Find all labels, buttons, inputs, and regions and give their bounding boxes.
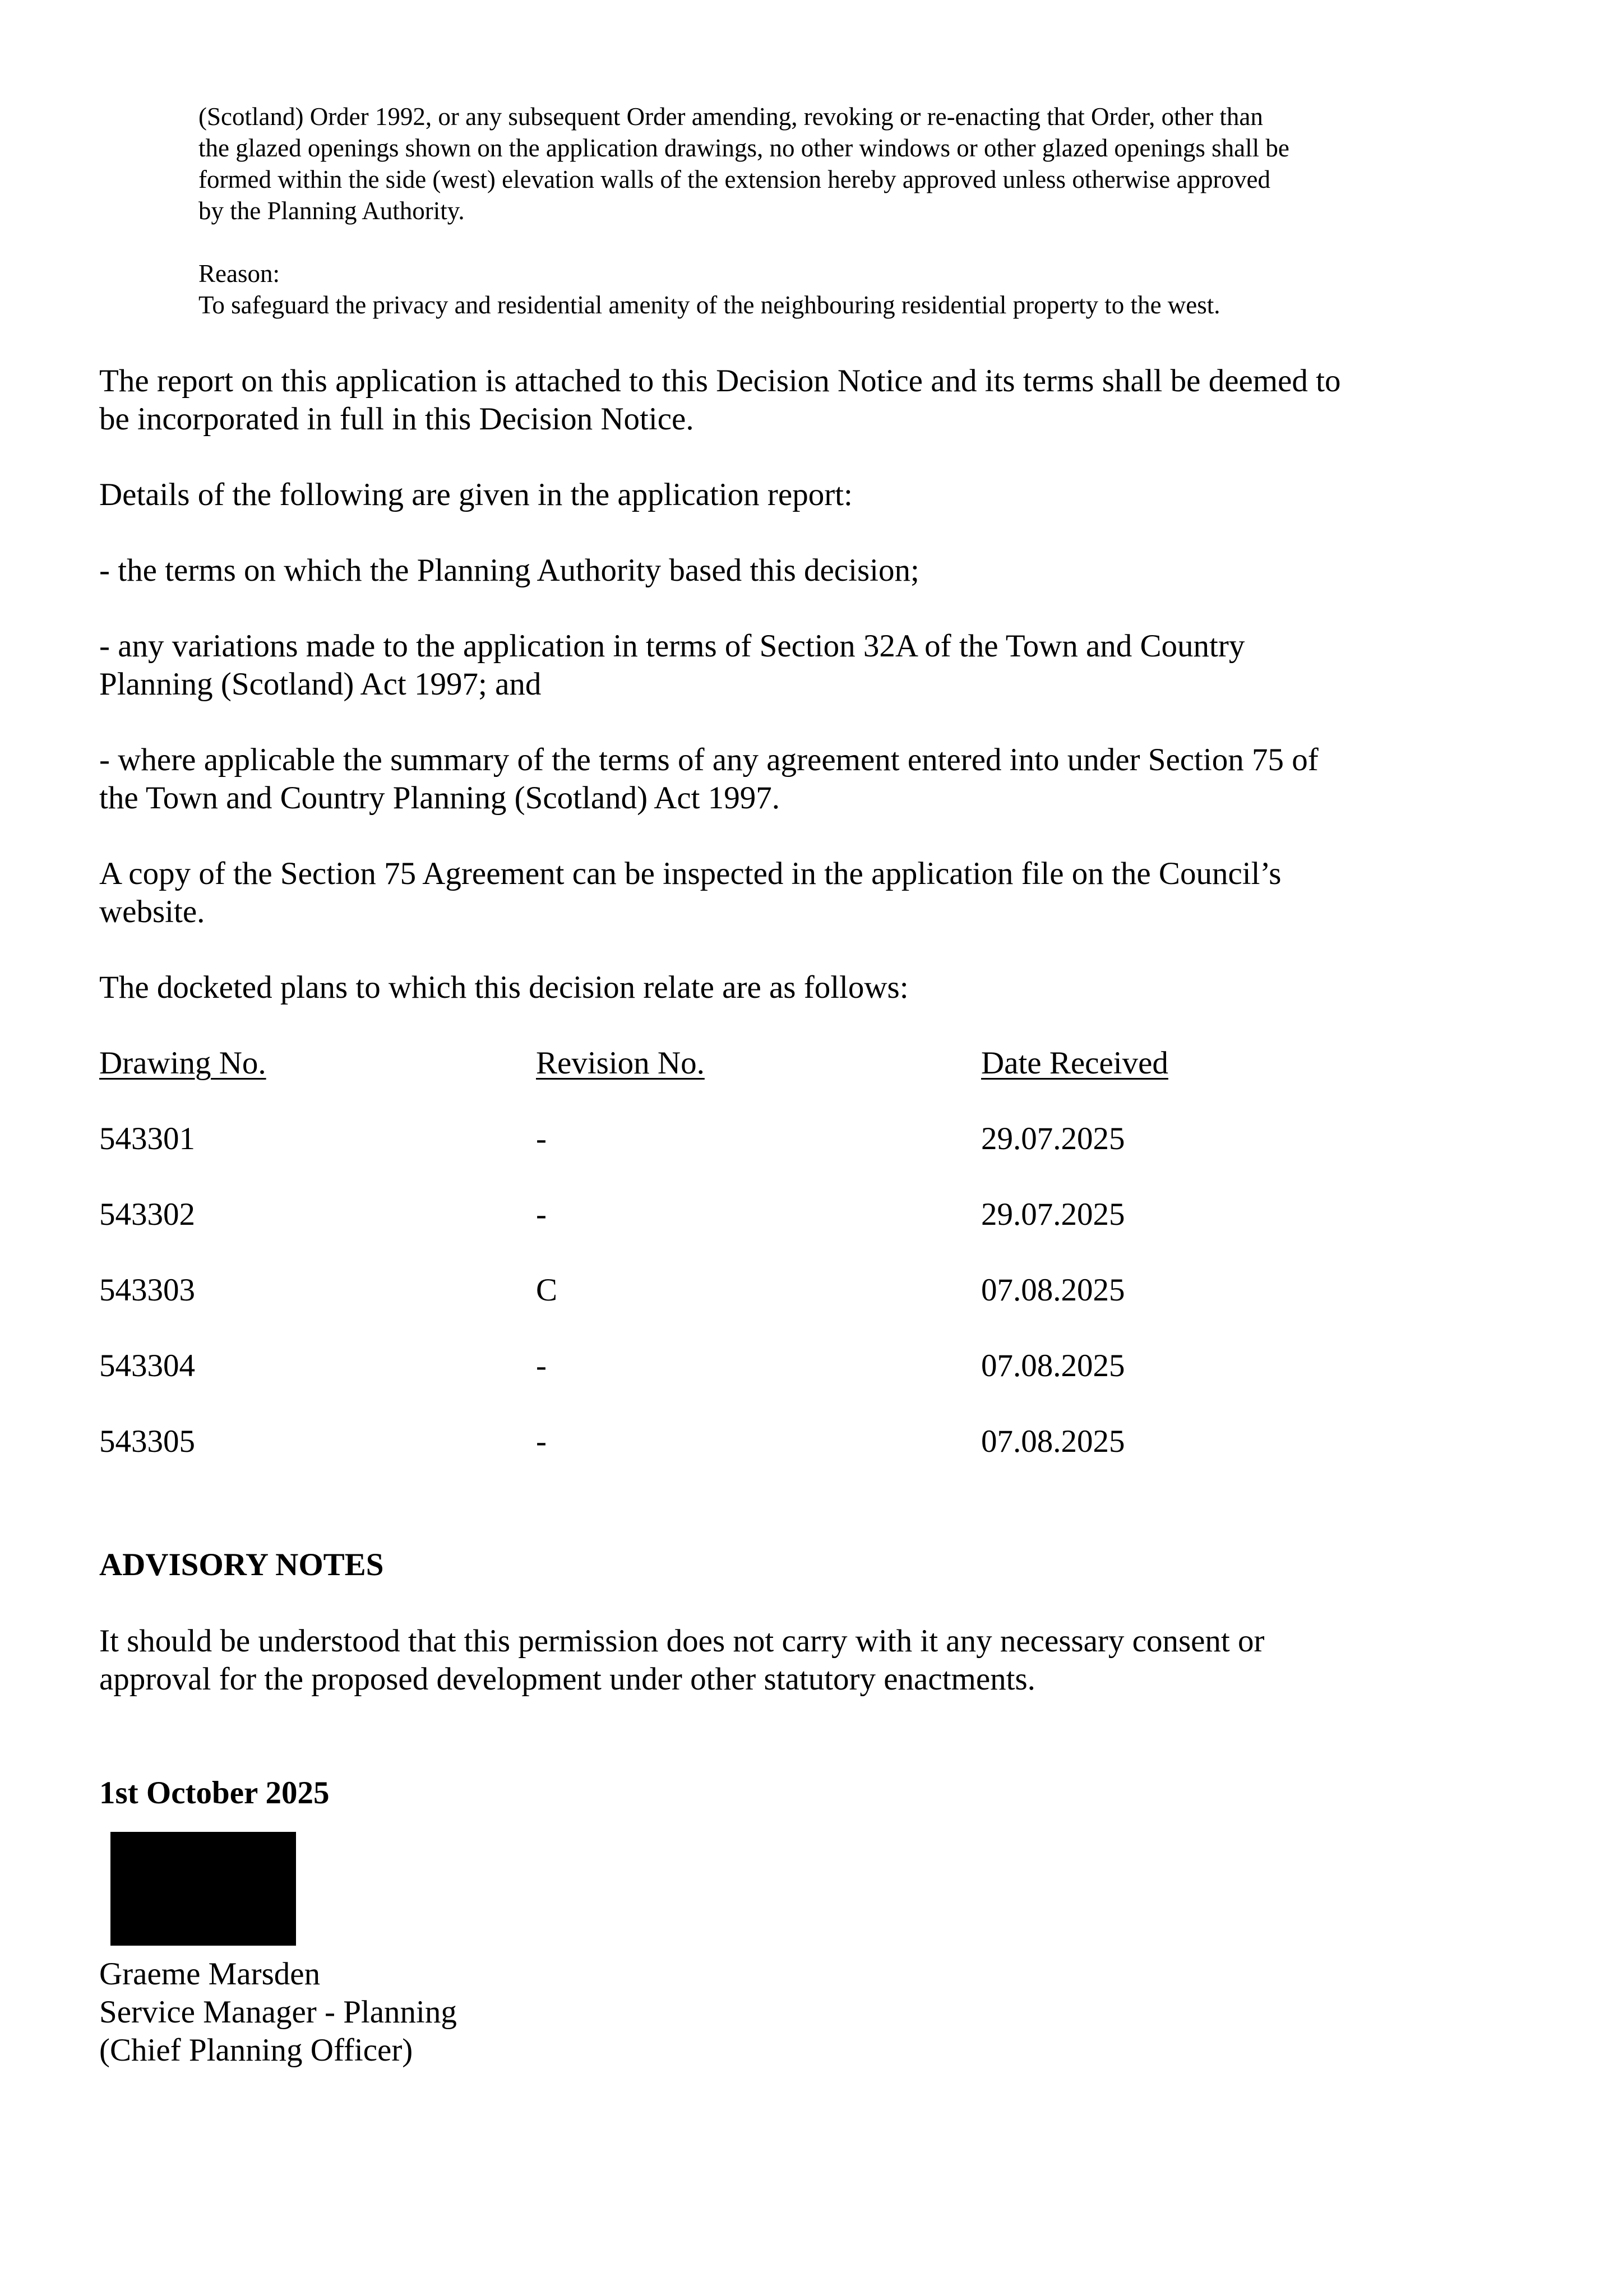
plans-table-header <box>99 1044 1445 1084</box>
report-paragraph-line: be incorporated in full in this Decision Notice. <box>99 401 694 437</box>
plans-intro: The docketed plans to which this decision relate are as follows: <box>99 970 909 1005</box>
date-received: 07.08.2025 <box>981 1348 1125 1383</box>
condition-line: the glazed openings shown on the application drawings, no other windows or other glazed openings shall be <box>198 134 1289 162</box>
report-paragraph-line: The report on this application is attached to this Decision Notice and its terms shall be deemed to <box>99 363 1341 399</box>
details-item: - where applicable the summary of the terms of any agreement entered into under Section 75 of <box>99 742 1319 777</box>
reason-label: Reason: <box>198 260 280 288</box>
details-item: - the terms on which the Planning Authority based this decision; <box>99 553 919 588</box>
header-drawing-no: Drawing No. <box>99 1045 266 1081</box>
signatory-title: Service Manager - Planning <box>99 1994 457 2030</box>
details-item: Planning (Scotland) Act 1997; and <box>99 666 542 702</box>
revision-no: C <box>536 1272 558 1308</box>
header-date-received: Date Received <box>981 1045 1168 1081</box>
section75-paragraph-line: website. <box>99 894 205 929</box>
revision-no: - <box>536 1121 547 1156</box>
drawing-no: 543301 <box>99 1121 195 1156</box>
revision-no: - <box>536 1424 547 1459</box>
drawing-no: 543305 <box>99 1424 195 1459</box>
drawing-no: 543303 <box>99 1272 195 1308</box>
revision-no: - <box>536 1348 547 1383</box>
advisory-note-line: It should be understood that this permission does not carry with it any necessary consent or <box>99 1623 1265 1659</box>
details-intro: Details of the following are given in the application report: <box>99 477 853 512</box>
date-received: 07.08.2025 <box>981 1424 1125 1459</box>
header-revision-no: Revision No. <box>536 1045 705 1081</box>
revision-no: - <box>536 1197 547 1232</box>
date-received: 29.07.2025 <box>981 1121 1125 1156</box>
details-item: the Town and Country Planning (Scotland) Act 1997. <box>99 780 780 816</box>
condition-line: by the Planning Authority. <box>198 197 465 225</box>
advisory-note-line: approval for the proposed development under other statutory enactments. <box>99 1661 1035 1697</box>
date-received: 29.07.2025 <box>981 1197 1125 1232</box>
signatory-name: Graeme Marsden <box>99 1956 321 1992</box>
condition-line: formed within the side (west) elevation walls of the extension hereby approved unless otherwise approved <box>198 165 1270 193</box>
date-received: 07.08.2025 <box>981 1272 1125 1308</box>
redacted-signature <box>110 1832 296 1946</box>
condition-line: (Scotland) Order 1992, or any subsequent Order amending, revoking or re-enacting that Order, other than <box>198 103 1263 131</box>
table-row <box>99 1120 1445 1159</box>
advisory-notes-heading: ADVISORY NOTES <box>99 1547 384 1582</box>
drawing-no: 543304 <box>99 1348 195 1383</box>
signatory-block <box>99 1955 457 2070</box>
section75-paragraph-line: A copy of the Section 75 Agreement can be inspected in the application file on the Council’s <box>99 856 1282 891</box>
condition-text <box>198 101 1432 321</box>
drawing-no: 543302 <box>99 1197 195 1232</box>
table-row <box>99 1196 1445 1235</box>
decision-date: 1st October 2025 <box>99 1775 330 1811</box>
table-row <box>99 1423 1445 1462</box>
table-row <box>99 1347 1445 1386</box>
signatory-role: (Chief Planning Officer) <box>99 2033 413 2068</box>
details-item: - any variations made to the application in terms of Section 32A of the Town and Country <box>99 628 1245 664</box>
reason-text: To safeguard the privacy and residential amenity of the neighbouring residential property to the west. <box>198 291 1220 319</box>
table-row <box>99 1271 1445 1311</box>
